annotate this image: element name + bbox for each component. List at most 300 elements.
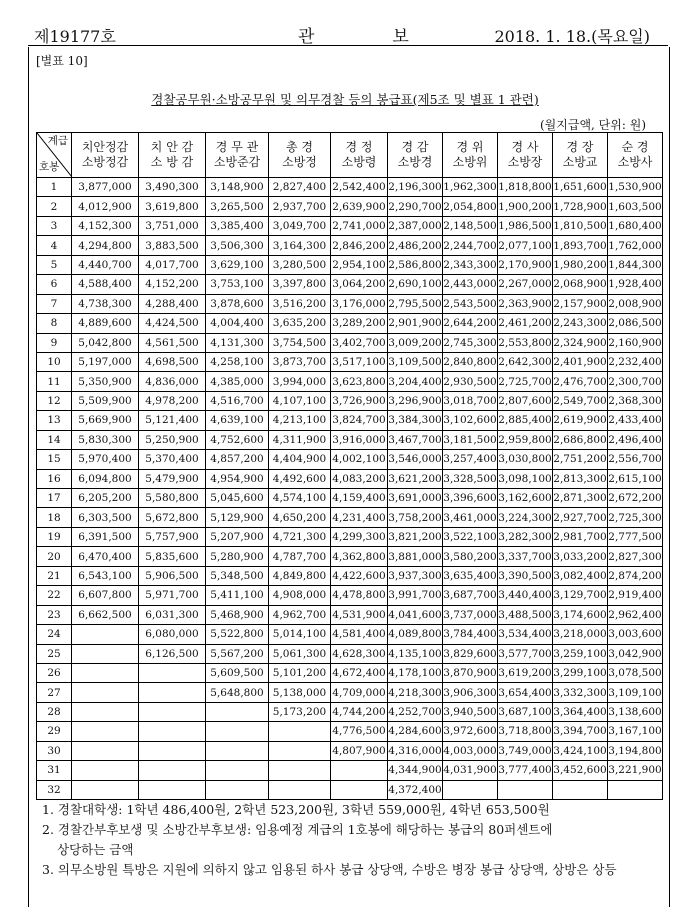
step-cell: 22 <box>37 586 72 605</box>
salary-cell: 6,391,500 <box>72 527 139 546</box>
salary-cell: 3,328,500 <box>443 469 498 488</box>
step-cell: 14 <box>37 430 72 449</box>
salary-cell: 2,553,800 <box>498 333 553 352</box>
table-row <box>37 216 663 235</box>
salary-cell: 4,385,000 <box>206 372 269 391</box>
table-row <box>37 605 663 624</box>
header-row <box>37 133 663 178</box>
salary-cell: 5,757,900 <box>139 527 206 546</box>
salary-cell: 3,490,300 <box>139 178 206 197</box>
salary-cell: 4,316,000 <box>388 741 443 760</box>
table-row <box>37 625 663 644</box>
salary-cell: 2,639,900 <box>331 197 388 216</box>
salary-cell: 2,644,200 <box>443 314 498 333</box>
salary-cell: 4,288,400 <box>139 294 206 313</box>
step-cell: 17 <box>37 489 72 508</box>
salary-cell <box>443 780 498 799</box>
salary-cell: 3,754,500 <box>269 333 331 352</box>
step-cell: 32 <box>37 780 72 799</box>
pay-scale-table <box>36 132 663 800</box>
police-rank-label: 경 정 <box>345 140 373 154</box>
salary-cell: 5,045,600 <box>206 489 269 508</box>
salary-cell: 2,157,900 <box>553 294 608 313</box>
salary-cell: 3,580,200 <box>443 547 498 566</box>
salary-cell: 3,167,100 <box>608 722 663 741</box>
header-divider <box>28 45 668 46</box>
table-row <box>37 197 663 216</box>
salary-cell: 2,751,200 <box>553 450 608 469</box>
salary-cell: 2,244,700 <box>443 236 498 255</box>
salary-cell: 4,031,900 <box>443 761 498 780</box>
salary-cell <box>206 780 269 799</box>
salary-cell: 3,289,200 <box>331 314 388 333</box>
notes-section <box>42 800 662 880</box>
salary-cell: 2,672,200 <box>608 489 663 508</box>
salary-cell: 5,830,300 <box>72 430 139 449</box>
salary-cell: 2,368,300 <box>608 391 663 410</box>
salary-cell: 1,810,500 <box>553 216 608 235</box>
salary-cell: 2,363,900 <box>498 294 553 313</box>
salary-cell: 3,751,000 <box>139 216 206 235</box>
salary-cell <box>269 761 331 780</box>
salary-cell: 6,543,100 <box>72 566 139 585</box>
salary-cell: 3,517,100 <box>331 352 388 371</box>
rank-column-header <box>331 133 388 178</box>
salary-cell: 1,900,200 <box>498 197 553 216</box>
salary-cell: 2,077,100 <box>498 236 553 255</box>
salary-cell: 4,299,300 <box>331 527 388 546</box>
fire-rank-label: 소방준감 <box>213 155 261 169</box>
salary-cell: 3,218,000 <box>553 625 608 644</box>
salary-cell: 3,194,800 <box>608 741 663 760</box>
salary-cell: 2,937,700 <box>269 197 331 216</box>
salary-cell: 2,556,700 <box>608 450 663 469</box>
salary-cell: 2,160,900 <box>608 333 663 352</box>
table-row <box>37 391 663 410</box>
salary-cell: 5,173,200 <box>269 702 331 721</box>
rank-column-header <box>608 133 663 178</box>
salary-cell: 1,728,900 <box>553 197 608 216</box>
salary-cell <box>553 780 608 799</box>
salary-cell: 5,348,500 <box>206 566 269 585</box>
salary-cell: 2,827,400 <box>269 178 331 197</box>
salary-cell: 3,064,200 <box>331 275 388 294</box>
salary-cell: 2,586,800 <box>388 255 443 274</box>
salary-cell: 3,440,400 <box>498 586 553 605</box>
salary-cell: 2,443,000 <box>443 275 498 294</box>
table-row <box>37 469 663 488</box>
salary-cell: 4,709,000 <box>331 683 388 702</box>
salary-cell: 2,461,200 <box>498 314 553 333</box>
salary-cell: 5,522,800 <box>206 625 269 644</box>
salary-cell: 2,008,900 <box>608 294 663 313</box>
salary-cell: 3,687,100 <box>498 702 553 721</box>
salary-cell: 3,687,700 <box>443 586 498 605</box>
salary-cell: 3,181,500 <box>443 430 498 449</box>
table-row <box>37 586 663 605</box>
salary-cell: 2,615,100 <box>608 469 663 488</box>
salary-cell: 2,054,800 <box>443 197 498 216</box>
salary-cell: 2,232,400 <box>608 352 663 371</box>
salary-cell: 4,002,100 <box>331 450 388 469</box>
salary-cell: 2,068,900 <box>553 275 608 294</box>
salary-cell: 3,221,900 <box>608 761 663 780</box>
step-cell: 4 <box>37 236 72 255</box>
salary-cell: 5,250,900 <box>139 430 206 449</box>
salary-cell: 3,452,600 <box>553 761 608 780</box>
step-cell: 2 <box>37 197 72 216</box>
salary-cell: 5,280,900 <box>206 547 269 566</box>
salary-cell: 3,337,700 <box>498 547 553 566</box>
salary-cell: 6,303,500 <box>72 508 139 527</box>
salary-cell: 4,492,600 <box>269 469 331 488</box>
salary-cell: 5,101,200 <box>269 663 331 682</box>
salary-cell <box>206 722 269 741</box>
salary-cell: 2,807,600 <box>498 391 553 410</box>
salary-cell: 3,753,100 <box>206 275 269 294</box>
salary-cell: 4,639,100 <box>206 411 269 430</box>
gazette-title: 관보 <box>298 27 487 47</box>
salary-cell: 5,567,200 <box>206 644 269 663</box>
salary-cell: 3,280,500 <box>269 255 331 274</box>
salary-cell: 3,635,200 <box>269 314 331 333</box>
salary-cell: 4,588,400 <box>72 275 139 294</box>
note-line: 3. 의무소방원 특방은 지원에 의하지 않고 임용된 하사 봉급 상당액, 수방은 병장 봉급 상당액, 상방은 상등 <box>42 862 617 877</box>
step-cell: 31 <box>37 761 72 780</box>
salary-cell: 6,080,000 <box>139 625 206 644</box>
salary-cell: 3,534,400 <box>498 625 553 644</box>
unit-note: (월지급액, 단위: 원) <box>540 118 646 132</box>
salary-cell: 3,385,400 <box>206 216 269 235</box>
step-cell: 23 <box>37 605 72 624</box>
salary-cell: 4,787,700 <box>269 547 331 566</box>
salary-cell: 3,546,000 <box>388 450 443 469</box>
salary-cell: 5,350,900 <box>72 372 139 391</box>
salary-cell: 3,042,900 <box>608 644 663 663</box>
salary-cell <box>139 663 206 682</box>
salary-cell: 4,721,300 <box>269 527 331 546</box>
salary-cell: 1,680,400 <box>608 216 663 235</box>
salary-cell: 2,290,700 <box>388 197 443 216</box>
salary-cell: 2,827,300 <box>608 547 663 566</box>
salary-cell: 4,531,900 <box>331 605 388 624</box>
salary-cell: 1,986,500 <box>498 216 553 235</box>
police-rank-label: 치 안 감 <box>150 140 194 154</box>
salary-cell: 3,654,400 <box>498 683 553 702</box>
salary-cell: 2,196,300 <box>388 178 443 197</box>
salary-cell: 2,777,500 <box>608 527 663 546</box>
salary-cell: 3,821,200 <box>388 527 443 546</box>
annex-label: [별표 10] <box>36 54 88 68</box>
salary-cell: 2,267,000 <box>498 275 553 294</box>
salary-cell: 2,871,300 <box>553 489 608 508</box>
step-cell: 5 <box>37 255 72 274</box>
salary-cell: 2,981,700 <box>553 527 608 546</box>
table-row <box>37 275 663 294</box>
salary-cell <box>72 625 139 644</box>
salary-cell: 6,470,400 <box>72 547 139 566</box>
salary-cell: 3,937,300 <box>388 566 443 585</box>
salary-cell <box>206 702 269 721</box>
police-rank-label: 경 사 <box>511 140 539 154</box>
table-row <box>37 566 663 585</box>
salary-cell: 4,422,600 <box>331 566 388 585</box>
step-cell: 25 <box>37 644 72 663</box>
table-row <box>37 255 663 274</box>
fire-rank-label: 소방경 <box>397 155 433 169</box>
salary-cell: 4,561,500 <box>139 333 206 352</box>
salary-cell: 3,384,300 <box>388 411 443 430</box>
salary-cell: 4,404,900 <box>269 450 331 469</box>
salary-cell: 4,311,900 <box>269 430 331 449</box>
salary-cell: 4,107,100 <box>269 391 331 410</box>
salary-cell: 5,129,900 <box>206 508 269 527</box>
salary-cell: 6,662,500 <box>72 605 139 624</box>
salary-cell: 1,893,700 <box>553 236 608 255</box>
salary-cell: 4,083,200 <box>331 469 388 488</box>
salary-cell: 2,343,300 <box>443 255 498 274</box>
police-rank-label: 치안정감 <box>81 140 129 154</box>
salary-cell: 1,603,500 <box>608 197 663 216</box>
step-cell: 15 <box>37 450 72 469</box>
salary-cell: 5,468,900 <box>206 605 269 624</box>
step-cell: 28 <box>37 702 72 721</box>
salary-cell: 3,332,300 <box>553 683 608 702</box>
salary-cell: 4,017,700 <box>139 255 206 274</box>
salary-cell: 6,126,500 <box>139 644 206 663</box>
salary-cell: 3,129,700 <box>553 586 608 605</box>
salary-cell: 2,885,400 <box>498 411 553 430</box>
salary-cell: 2,930,500 <box>443 372 498 391</box>
salary-cell: 2,401,900 <box>553 352 608 371</box>
step-cell: 1 <box>37 178 72 197</box>
step-header-label: 호봉 <box>39 161 60 173</box>
salary-cell: 3,467,700 <box>388 430 443 449</box>
step-cell: 8 <box>37 314 72 333</box>
salary-cell: 3,877,000 <box>72 178 139 197</box>
note-line: 상당하는 금액 <box>57 842 134 857</box>
salary-cell: 2,962,400 <box>608 605 663 624</box>
salary-cell <box>72 741 139 760</box>
step-cell: 19 <box>37 527 72 546</box>
salary-cell: 3,718,800 <box>498 722 553 741</box>
fire-rank-label: 소방장 <box>507 155 543 169</box>
salary-cell: 3,018,700 <box>443 391 498 410</box>
salary-cell: 4,857,200 <box>206 450 269 469</box>
salary-cell: 2,927,700 <box>553 508 608 527</box>
salary-cell: 3,204,400 <box>388 372 443 391</box>
step-cell: 26 <box>37 663 72 682</box>
salary-cell: 5,971,700 <box>139 586 206 605</box>
salary-cell: 5,672,800 <box>139 508 206 527</box>
fire-rank-label: 소 방 감 <box>150 155 194 169</box>
salary-cell <box>72 644 139 663</box>
salary-cell: 3,082,400 <box>553 566 608 585</box>
table-row <box>37 663 663 682</box>
note-line: 2. 경찰간부후보생 및 소방간부후보생: 임용예정 계급의 1호봉에 해당하는 봉급의 80퍼센트에 <box>42 822 553 837</box>
salary-cell: 1,762,000 <box>608 236 663 255</box>
rank-column-header <box>72 133 139 178</box>
salary-cell: 5,509,900 <box>72 391 139 410</box>
salary-cell: 5,835,600 <box>139 547 206 566</box>
salary-cell: 2,300,700 <box>608 372 663 391</box>
salary-cell: 4,478,800 <box>331 586 388 605</box>
salary-cell: 2,433,400 <box>608 411 663 430</box>
salary-cell: 4,294,800 <box>72 236 139 255</box>
step-cell: 12 <box>37 391 72 410</box>
step-cell: 20 <box>37 547 72 566</box>
salary-cell: 5,479,900 <box>139 469 206 488</box>
table-row <box>37 489 663 508</box>
salary-cell: 3,257,400 <box>443 450 498 469</box>
salary-cell: 4,581,400 <box>331 625 388 644</box>
salary-cell: 2,549,700 <box>553 391 608 410</box>
table-row <box>37 547 663 566</box>
fire-rank-label: 소방교 <box>562 155 598 169</box>
salary-cell: 3,824,700 <box>331 411 388 430</box>
salary-cell: 4,041,600 <box>388 605 443 624</box>
table-row <box>37 236 663 255</box>
salary-cell <box>269 780 331 799</box>
salary-cell: 2,170,900 <box>498 255 553 274</box>
table-row <box>37 314 663 333</box>
salary-cell: 3,033,200 <box>553 547 608 566</box>
salary-cell: 2,686,800 <box>553 430 608 449</box>
salary-cell: 6,205,200 <box>72 489 139 508</box>
salary-cell: 3,758,200 <box>388 508 443 527</box>
salary-cell: 3,878,600 <box>206 294 269 313</box>
salary-cell: 4,131,300 <box>206 333 269 352</box>
table-row <box>37 352 663 371</box>
salary-cell: 3,049,700 <box>269 216 331 235</box>
salary-cell: 2,324,900 <box>553 333 608 352</box>
table-row <box>37 741 663 760</box>
salary-cell: 2,840,800 <box>443 352 498 371</box>
salary-cell: 3,102,600 <box>443 411 498 430</box>
salary-cell: 3,829,600 <box>443 644 498 663</box>
salary-cell <box>608 780 663 799</box>
salary-cell: 3,164,300 <box>269 236 331 255</box>
salary-cell: 5,669,900 <box>72 411 139 430</box>
step-cell: 7 <box>37 294 72 313</box>
rank-column-header <box>443 133 498 178</box>
salary-cell: 3,364,400 <box>553 702 608 721</box>
salary-cell: 1,844,300 <box>608 255 663 274</box>
salary-cell: 3,629,100 <box>206 255 269 274</box>
salary-cell <box>139 780 206 799</box>
salary-cell: 4,252,700 <box>388 702 443 721</box>
table-row <box>37 761 663 780</box>
salary-cell: 3,009,200 <box>388 333 443 352</box>
salary-cell: 1,980,200 <box>553 255 608 274</box>
salary-cell: 4,738,300 <box>72 294 139 313</box>
police-rank-label: 경 무 관 <box>215 140 259 154</box>
step-cell: 30 <box>37 741 72 760</box>
salary-cell: 4,776,500 <box>331 722 388 741</box>
rank-column-header <box>139 133 206 178</box>
salary-cell: 1,530,900 <box>608 178 663 197</box>
salary-cell: 4,152,200 <box>139 275 206 294</box>
step-cell: 29 <box>37 722 72 741</box>
table-row <box>37 722 663 741</box>
salary-cell: 3,522,100 <box>443 527 498 546</box>
salary-cell: 3,176,000 <box>331 294 388 313</box>
salary-cell: 4,003,000 <box>443 741 498 760</box>
salary-cell: 5,061,300 <box>269 644 331 663</box>
salary-cell: 4,752,600 <box>206 430 269 449</box>
salary-cell: 3,098,100 <box>498 469 553 488</box>
salary-cell: 3,138,600 <box>608 702 663 721</box>
table-row <box>37 450 663 469</box>
salary-cell: 2,086,500 <box>608 314 663 333</box>
salary-cell: 4,849,800 <box>269 566 331 585</box>
rank-column-header <box>206 133 269 178</box>
fire-rank-label: 소방령 <box>341 155 377 169</box>
salary-cell: 4,258,100 <box>206 352 269 371</box>
salary-cell: 2,690,100 <box>388 275 443 294</box>
salary-cell: 2,476,700 <box>553 372 608 391</box>
salary-cell: 4,344,900 <box>388 761 443 780</box>
salary-cell: 4,672,400 <box>331 663 388 682</box>
step-cell: 27 <box>37 683 72 702</box>
salary-cell: 4,954,900 <box>206 469 269 488</box>
step-cell: 11 <box>37 372 72 391</box>
salary-cell: 3,623,800 <box>331 372 388 391</box>
salary-cell: 5,970,400 <box>72 450 139 469</box>
salary-cell: 3,916,000 <box>331 430 388 449</box>
salary-cell: 2,745,300 <box>443 333 498 352</box>
salary-cell: 2,846,200 <box>331 236 388 255</box>
salary-cell <box>206 761 269 780</box>
salary-cell: 5,580,800 <box>139 489 206 508</box>
salary-cell: 3,940,500 <box>443 702 498 721</box>
salary-cell: 5,121,400 <box>139 411 206 430</box>
table-row <box>37 372 663 391</box>
salary-cell: 6,031,300 <box>139 605 206 624</box>
salary-cell: 4,650,200 <box>269 508 331 527</box>
salary-cell: 1,928,400 <box>608 275 663 294</box>
issue-number: 제19177호 <box>34 27 116 46</box>
salary-cell: 3,299,100 <box>553 663 608 682</box>
salary-cell: 3,870,900 <box>443 663 498 682</box>
salary-cell: 4,159,400 <box>331 489 388 508</box>
table-row <box>37 411 663 430</box>
step-cell: 3 <box>37 216 72 235</box>
salary-cell: 3,148,900 <box>206 178 269 197</box>
salary-cell: 5,207,900 <box>206 527 269 546</box>
table-row <box>37 508 663 527</box>
rank-column-header <box>498 133 553 178</box>
table-body <box>37 178 663 800</box>
salary-cell <box>72 722 139 741</box>
salary-cell: 1,651,600 <box>553 178 608 197</box>
salary-cell: 2,795,500 <box>388 294 443 313</box>
rank-header-label: 계급 <box>47 135 68 147</box>
salary-cell: 4,012,900 <box>72 197 139 216</box>
table-row <box>37 702 663 721</box>
salary-cell: 5,906,500 <box>139 566 206 585</box>
step-cell: 18 <box>37 508 72 527</box>
salary-cell: 2,725,300 <box>608 508 663 527</box>
salary-cell: 6,607,800 <box>72 586 139 605</box>
salary-cell: 2,542,400 <box>331 178 388 197</box>
salary-cell: 2,387,000 <box>388 216 443 235</box>
salary-cell: 4,978,200 <box>139 391 206 410</box>
salary-cell <box>331 761 388 780</box>
salary-cell <box>139 741 206 760</box>
salary-cell: 5,370,400 <box>139 450 206 469</box>
salary-cell: 4,807,900 <box>331 741 388 760</box>
